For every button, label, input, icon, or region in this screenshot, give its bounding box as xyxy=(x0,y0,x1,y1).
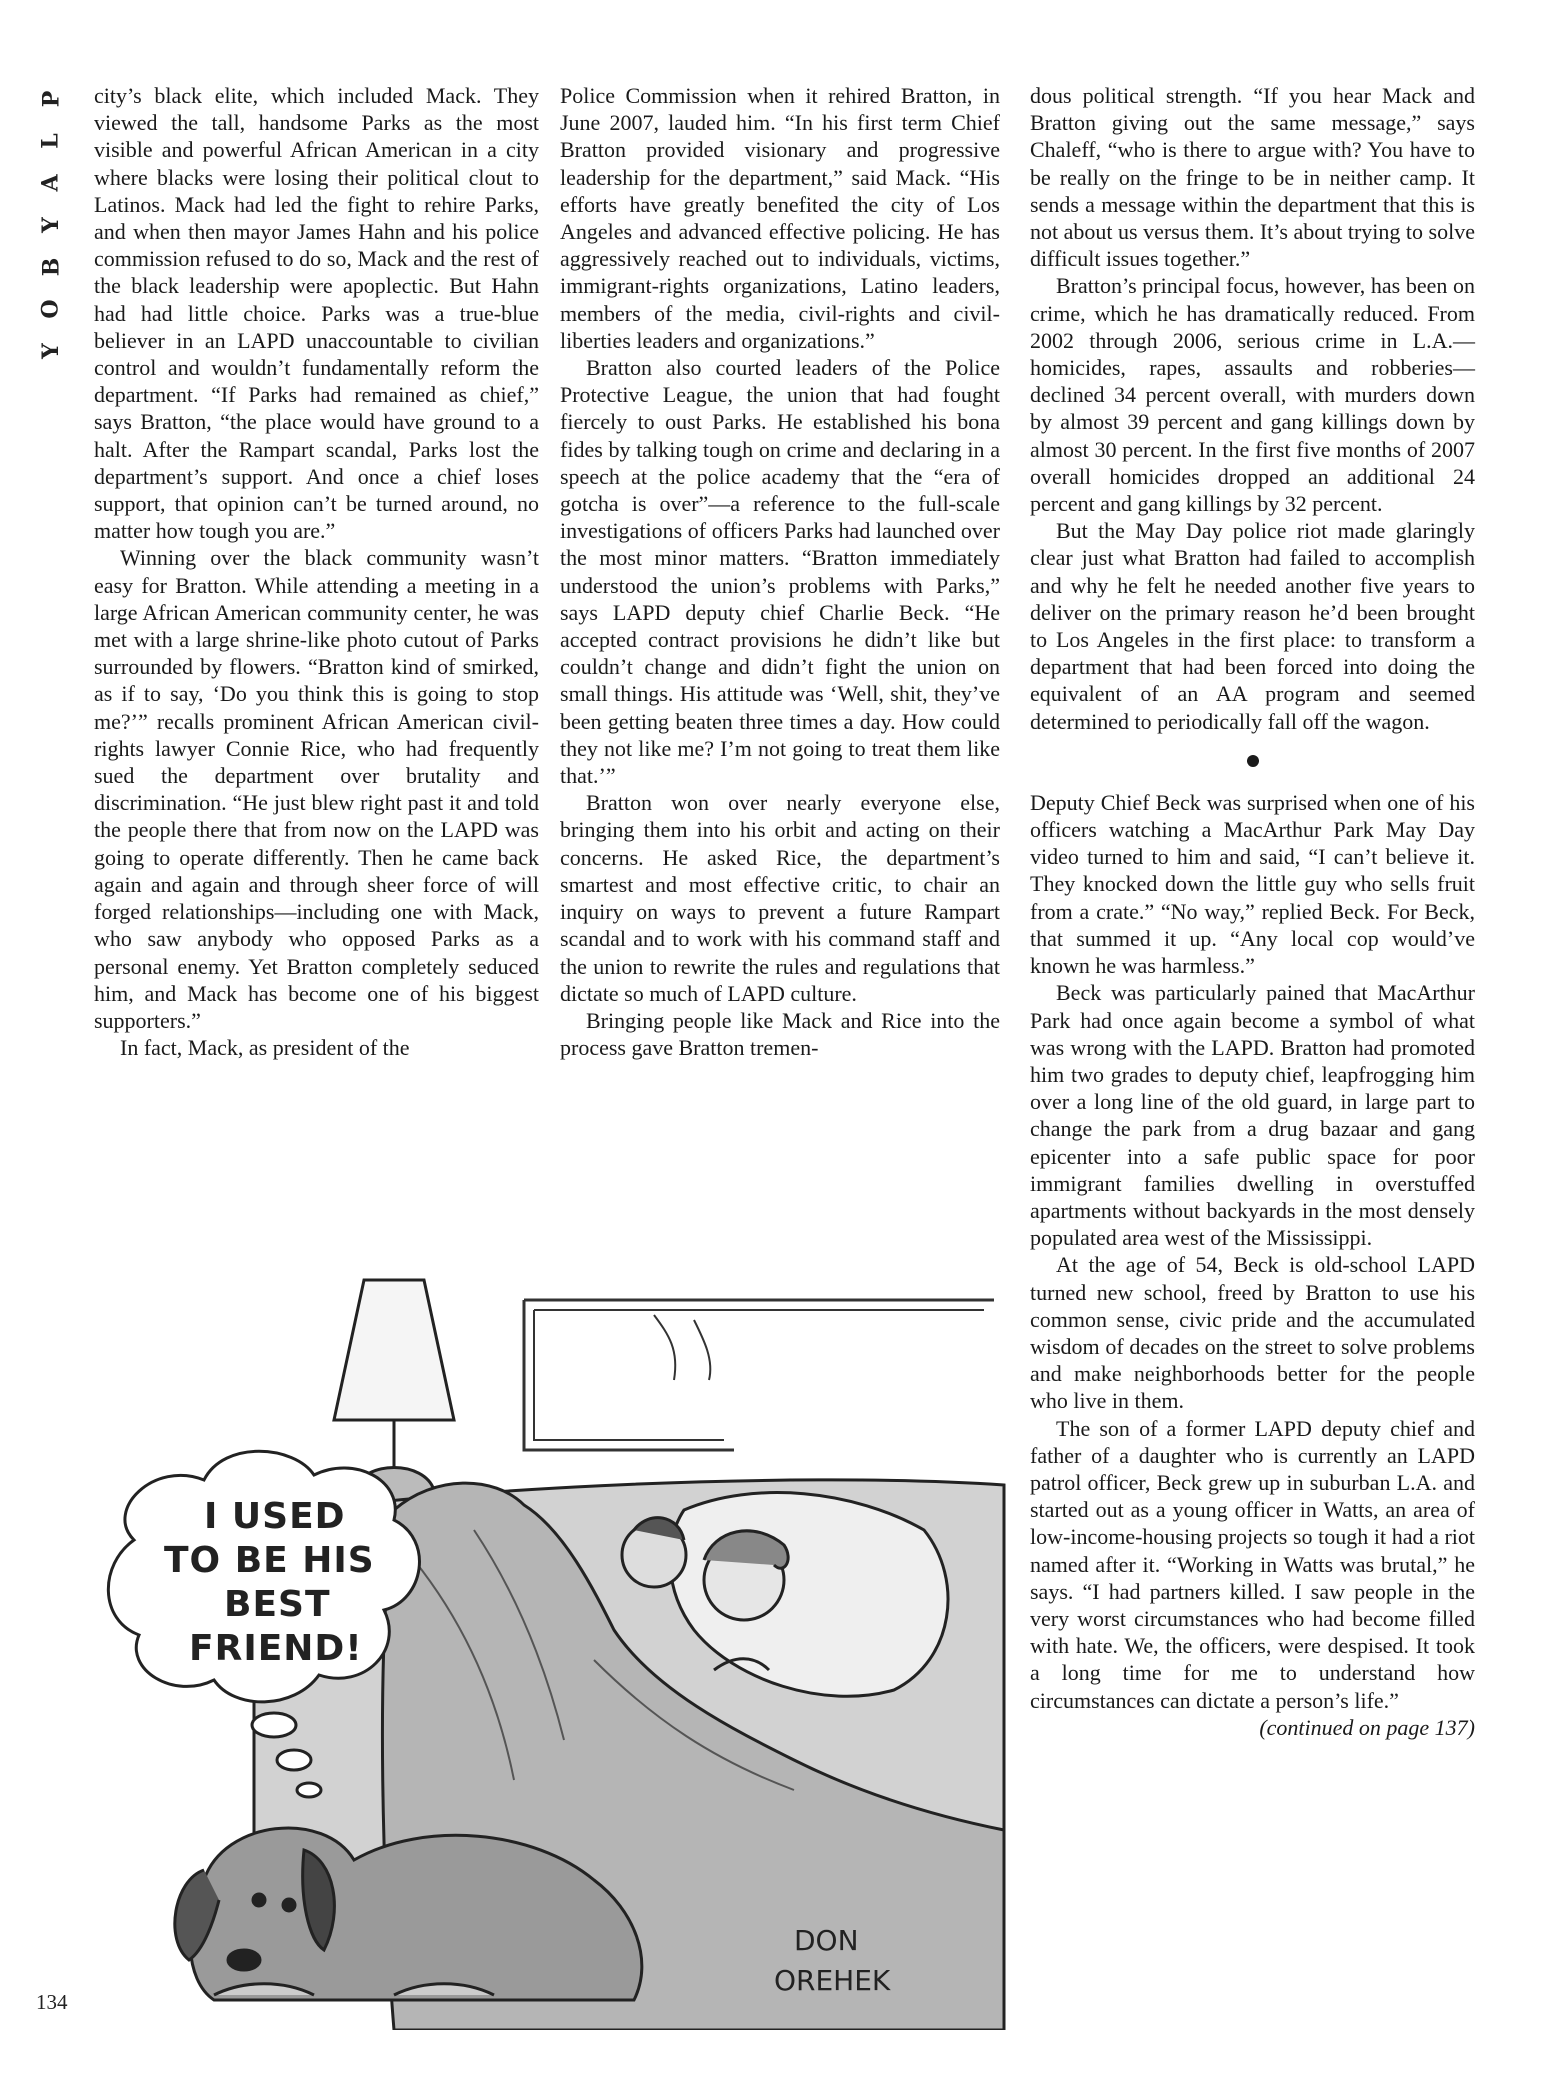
section-break-dot xyxy=(1247,755,1259,767)
signature-line: DON xyxy=(794,1924,859,1957)
running-head-letter: O xyxy=(37,299,64,319)
paragraph: dous political strength. “If you hear Mack and Bratton giving out the same message,” says Chaleff, “who is there to argue with? You have to be really on the fringe to be in neither camp. It sends a message within the department that this is not about us versus them. It’s about trying to solve difficult issues together.” xyxy=(1030,83,1475,272)
signature-line: OREHEK xyxy=(774,1964,891,1997)
cartoon-illustration xyxy=(94,1260,1014,2030)
paragraph: Deputy Chief Beck was surprised when one of his officers watching a MacArthur Park May Day video turned to him and said, “I can’t believe it. They knocked down the little guy who sells fruit from a crate.” “No way,” replied Beck. For Beck, that summed it up. “Any local cop would’ve known he was harmless.” xyxy=(1030,789,1475,979)
running-head-letter: B xyxy=(37,257,64,277)
paragraph: Beck was particularly pained that MacArthur Park had once again become a symbol of what was wrong with the LAPD. Bratton had promoted him two grades to deputy chief, leapfrogging him over a long line of the old guard, in large part to change the park from a drug bazaar and gang epicenter into a safe public space for poor immigrant families dwelling in overstuffed apartments without backyards in the most densely populated area west of the Mississippi. xyxy=(1030,980,1475,1251)
paragraph: city’s black elite, which included Mack. They viewed the tall, handsome Parks as the most visible and powerful African American in a city where blacks were losing their political clout to Latinos. Mack had led the fight to rehire Parks, and when then mayor James Hahn and his police commission refused to do so, Mack and the rest of the black leadership were apoplectic. But Hahn had had little choice. Parks was a true-blue believer in an LAPD unaccountable to civilian control and wouldn’t fundamentally reform the department. “If Parks had remained as chief,” says Bratton, “the place would have ground to a halt. After the Rampart scandal, Parks lost the department’s support. And once a chief loses support, that opinion can’t be turned around, no matter how tough you are.” xyxy=(94,83,539,544)
running-head-letter: Y xyxy=(38,217,64,233)
running-head xyxy=(36,78,66,372)
wall-picture-icon xyxy=(524,1300,994,1450)
article-column-3 xyxy=(1030,82,1475,1741)
paragraph: Bratton’s principal focus, however, has been on crime, which he has dramatically reduced. From 2002 through 2006, serious crime in L.A.—homicides, rapes, assaults and robberies—declined 34 percent overall, with murders down by almost 39 percent and gang killings down by almost 30 percent. In the first five months of 2007 overall homicides dropped an additional 24 percent and gang killings by 32 percent. xyxy=(1030,273,1475,517)
article-column-2 xyxy=(560,82,1000,1061)
running-head-letter: P xyxy=(37,90,64,108)
paragraph: Bringing people like Mack and Rice into the process gave Bratton tremen- xyxy=(560,1007,1000,1061)
paragraph: But the May Day police riot made glaringly clear just what Bratton had failed to accomplish and why he felt he needed another five years to deliver on the primary reason he’d been brought to Los Angeles in the first place: to transform a department that had been forced into doing the equivalent of an AA program and seemed determined to periodically fall off the wagon. xyxy=(1030,518,1475,734)
paragraph: Bratton also courted leaders of the Police Protective League, the union that had fought fiercely to oust Parks. He established his bona fides by talking tough on crime and declaring in a speech at the police academy that the “era of gotcha is over”—a reference to the full-scale investigations of officers Parks had launched over the most minor matters. “Bratton immediately understood the union’s problems with Parks,” says LAPD deputy chief Charlie Beck. “He accepted contract provisions he didn’t like but couldn’t change and didn’t fight the union on small things. His attitude was ‘Well, shit, they’ve been getting beaten three times a day. How could they not like me? I’m not going to treat them like that.’” xyxy=(560,355,1000,789)
paragraph: In fact, Mack, as president of the xyxy=(120,1035,410,1061)
paragraph: The son of a former LAPD deputy chief and father of a daughter who is currently an LAPD patrol officer, Beck grew up in suburban L.A. and started out as a young officer in Watts, an area of low-income-housing projects so tough it had a riot named after it. “Working in Watts was brutal,” he says. “I had partners killed. I saw people in the very worst circumstances who had become filled with hate. We, the officers, were despised. It took a long time for me to understand how circumstances can dictate a person’s life.” xyxy=(1030,1415,1475,1713)
paragraph: Bratton won over nearly everyone else, bringing them into his orbit and acting on their concerns. He asked Rice, the department’s smartest and most effective critic, to chair an inquiry on ways to prevent a future Rampart scandal and to work with his command staff and the union to rewrite the rules and regulations that dictate so much of LAPD culture. xyxy=(560,790,1000,1006)
balloon-line: TO BE HIS xyxy=(164,1540,375,1581)
balloon-line: FRIEND! xyxy=(189,1628,363,1669)
page-number: 134 xyxy=(36,1990,68,2014)
running-head-letter: A xyxy=(37,174,64,192)
balloon-line: I USED xyxy=(204,1496,346,1537)
paragraph: Police Commission when it rehired Bratton, in June 2007, lauded him. “In his first term Chief Bratton provided visionary and progressive leadership for the department,” said Mack. “His efforts have greatly benefited the city of Los Angeles and advanced effective policing. He has aggressively reached out to individuals, victims, immigrant-rights organizations, Latino leaders, members of the media, civil-rights and civil-liberties leaders and organizations.” xyxy=(560,83,1000,353)
paragraph: Winning over the black community wasn’t easy for Bratton. While attending a meeting in a large African American community center, he was met with a large shrine-like photo cutout of Parks surrounded by flowers. “Bratton kind of smirked, as if to say, ‘Do you think this is going to stop me?’” recalls prominent African American civil-rights lawyer Connie Rice, who had frequently sued the department over brutality and discrimination. “He just blew right past it and told the people there that from now on the LAPD was going to operate differently. Then he came back again and again and through sheer force of will forged relationships—including one with Mack, who saw anybody who opposed Parks as a personal enemy. Yet Bratton completely seduced him, and Mack has become one of his biggest supporters.” xyxy=(94,545,539,1033)
running-head-letter: L xyxy=(38,133,64,149)
balloon-line: BEST xyxy=(224,1584,331,1625)
paragraph: At the age of 54, Beck is old-school LAPD turned new school, freed by Bratton to use his common sense, civic pride and the accumulated wisdom of decades on the street to solve problems and make neighborhoods better for the people who live in them. xyxy=(1030,1252,1475,1414)
continued-note: (continued on page 137) xyxy=(1259,1714,1475,1740)
running-head-letter: Y xyxy=(38,343,64,359)
article-column-1 xyxy=(94,82,539,1061)
